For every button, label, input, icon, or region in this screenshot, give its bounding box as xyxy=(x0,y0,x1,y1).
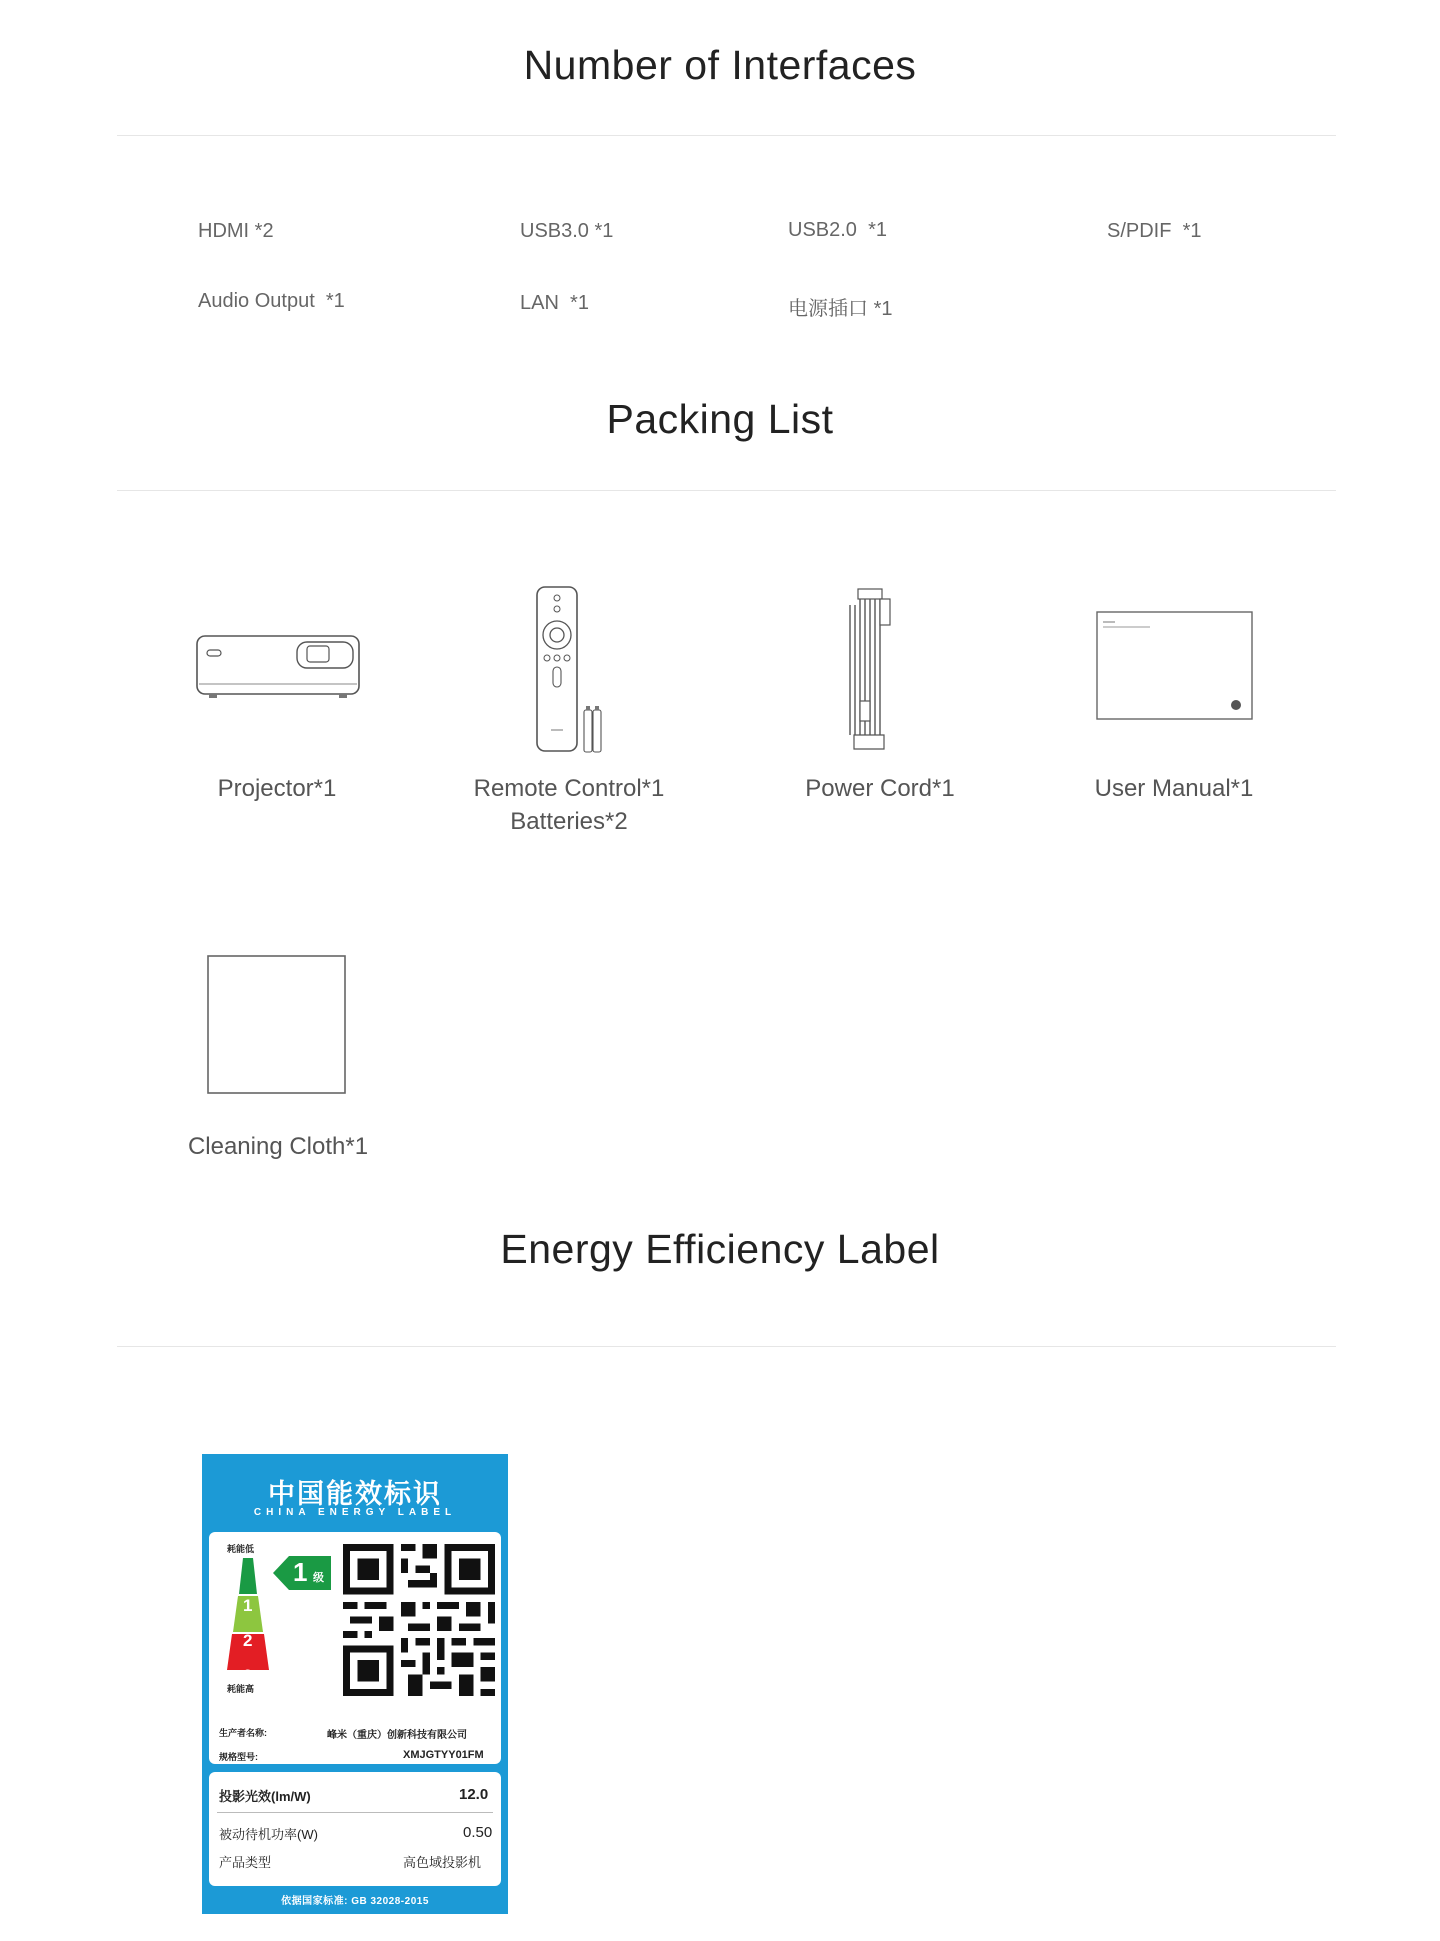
product-type-label: 产品类型 xyxy=(219,1855,272,1870)
interface-name: HDMI xyxy=(198,220,250,242)
interface-qty: *1 xyxy=(594,220,614,242)
interface-name: USB2.0 xyxy=(788,219,857,241)
energy-label-title: 中国能效标识 xyxy=(268,1479,442,1509)
efficacy-label: 投影光效(lm/W) xyxy=(219,1789,311,1804)
power-cord-illustration xyxy=(846,585,896,755)
interface-name: USB3.0 xyxy=(520,220,589,242)
packing-item-remote xyxy=(449,772,689,838)
standby-label: 被动待机功率(W) xyxy=(219,1827,318,1842)
efficacy-value: 12.0 xyxy=(459,1786,489,1803)
energy-heading: Energy Efficiency Label xyxy=(500,1226,940,1272)
rating-unit: 级 xyxy=(313,1572,324,1584)
energy-label-card xyxy=(202,1454,508,1914)
energy-label-spec-panel xyxy=(209,1772,501,1886)
interface-qty: *1 xyxy=(325,290,345,312)
section-divider xyxy=(117,490,1336,491)
interface-name: 电源插口 xyxy=(788,298,868,320)
packing-item-projector xyxy=(177,772,377,805)
interface-power xyxy=(788,292,892,321)
packing-item-label: User Manual*1 xyxy=(1094,775,1254,802)
model-value: XMJGTYY01FM xyxy=(403,1749,484,1761)
packing-item-label: Power Cord*1 xyxy=(805,775,955,802)
projector-illustration xyxy=(195,632,361,702)
packing-item-user-manual xyxy=(1064,772,1284,805)
interface-qty: *1 xyxy=(873,298,893,320)
packing-item-power-cord xyxy=(770,772,990,805)
rating-value: 1 xyxy=(293,1557,308,1587)
energy-label-subtitle: CHINA ENERGY LABEL xyxy=(253,1507,457,1518)
interfaces-heading: Number of Interfaces xyxy=(523,42,917,88)
user-manual-illustration xyxy=(1095,610,1255,722)
spec-divider xyxy=(217,1812,493,1813)
manufacturer-label: 生产者名称: xyxy=(219,1728,267,1738)
interface-qty: *2 xyxy=(254,220,274,242)
packing-heading: Packing List xyxy=(606,396,834,442)
manufacturer-value: 峰米（重庆）创新科技有限公司 xyxy=(327,1730,467,1741)
energy-label-main-panel xyxy=(209,1532,501,1764)
interface-name: Audio Output xyxy=(198,290,315,312)
energy-label-standard: 依据国家标准: GB 32028-2015 xyxy=(281,1896,429,1907)
remote-control-illustration xyxy=(530,585,610,755)
interface-name: S/PDIF xyxy=(1107,220,1172,242)
packing-item-label: Cleaning Cloth*1 xyxy=(187,1133,369,1160)
interface-qty: *1 xyxy=(570,292,589,314)
section-divider xyxy=(117,1346,1336,1347)
low-consumption-label: 耗能低 xyxy=(227,1544,255,1554)
interface-usb3 xyxy=(520,220,613,243)
grade-3-label: 3 xyxy=(243,1666,253,1685)
grade-1-label: 1 xyxy=(243,1596,253,1615)
packing-item-label: Projector*1 xyxy=(217,775,337,802)
model-label: 规格型号: xyxy=(219,1752,258,1762)
interface-qty: *1 xyxy=(868,219,887,241)
cleaning-cloth-illustration xyxy=(206,954,348,1096)
interface-hdmi xyxy=(198,220,274,243)
interface-audio-output xyxy=(198,290,345,313)
product-type-value: 高色域投影机 xyxy=(403,1855,482,1870)
grade-scale-icon xyxy=(223,1558,275,1676)
packing-item-label-secondary: Batteries*2 xyxy=(510,808,628,835)
packing-item-label: Remote Control*1 xyxy=(473,775,665,802)
packing-item-cleaning-cloth xyxy=(168,1130,388,1163)
grade-2-label: 2 xyxy=(243,1631,253,1650)
qr-code-icon xyxy=(343,1544,495,1696)
interface-lan xyxy=(520,292,589,315)
standby-value: 0.50 xyxy=(463,1824,493,1841)
interface-spdif xyxy=(1107,220,1201,243)
interface-qty: *1 xyxy=(1182,220,1202,242)
high-consumption-label: 耗能高 xyxy=(227,1684,255,1694)
interface-usb2 xyxy=(788,219,887,242)
interface-name: LAN xyxy=(520,292,559,314)
section-divider xyxy=(117,135,1336,136)
